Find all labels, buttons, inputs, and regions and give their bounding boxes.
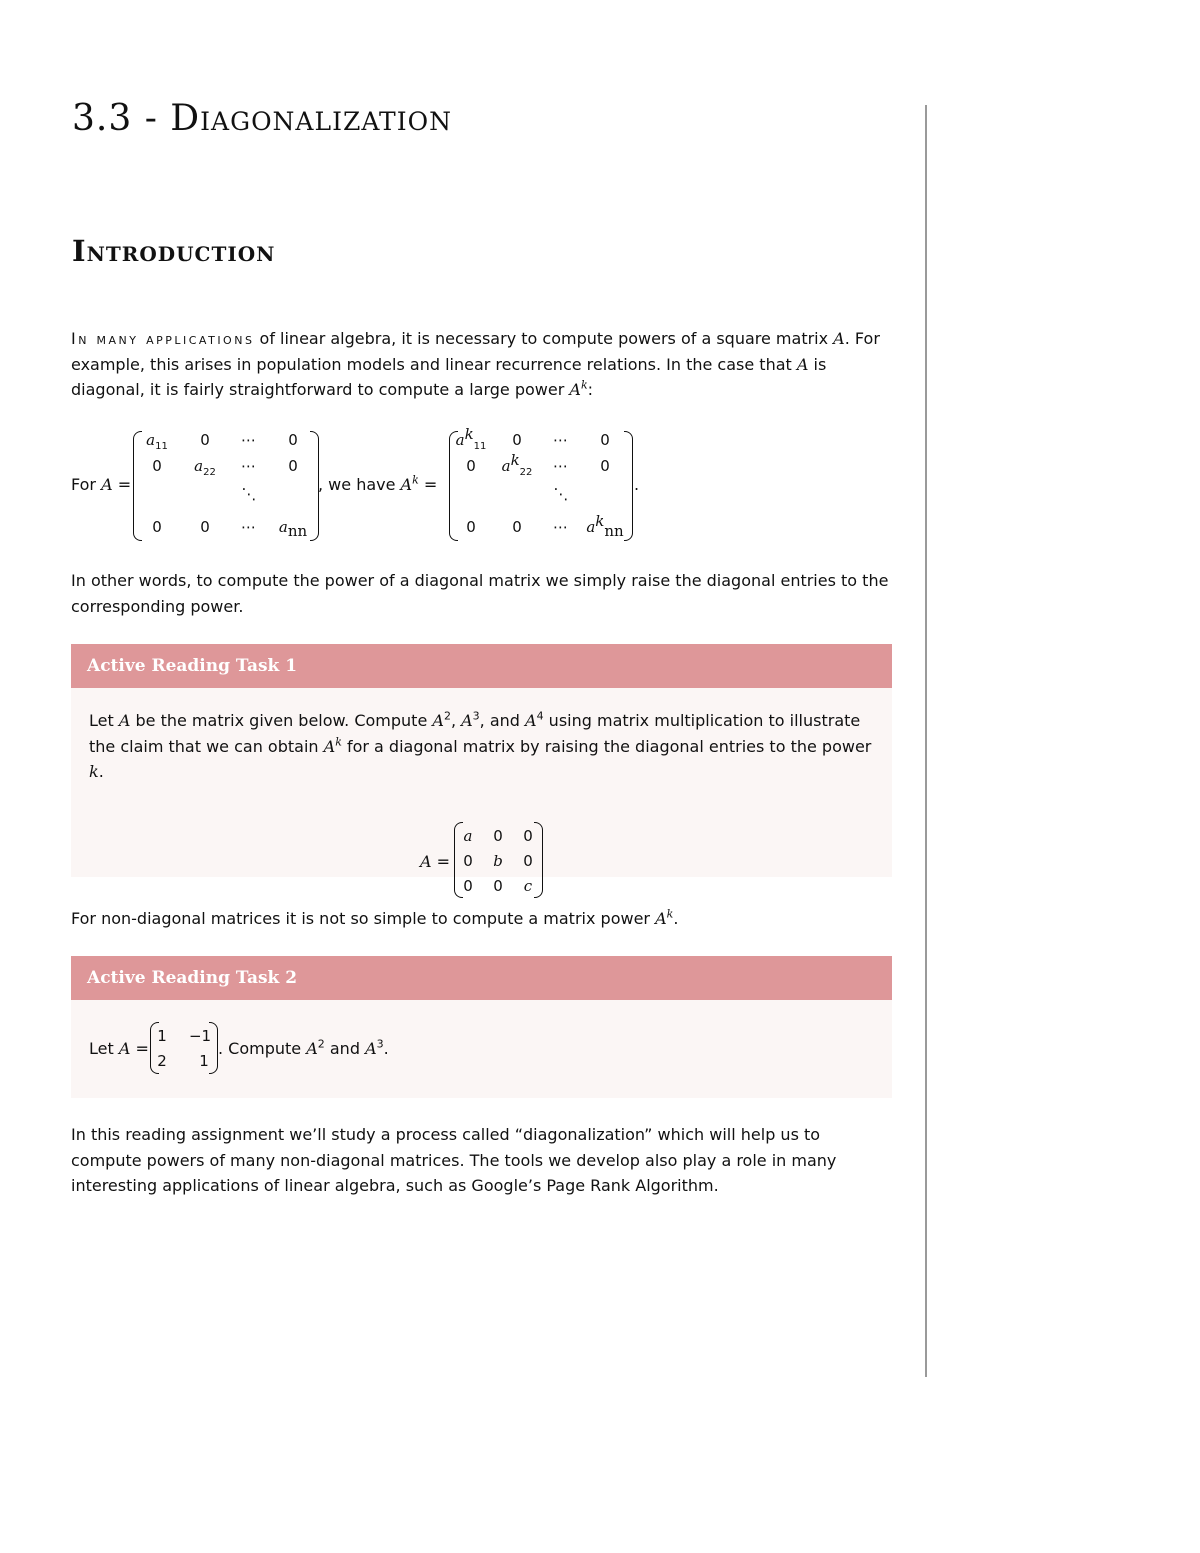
task-1-matrix: a 0 0 0 b 0 0 0 c: [454, 822, 543, 898]
non-diagonal-paragraph: For non-diagonal matrices it is not so simple to compute a matrix power $A^k$.: [71, 907, 679, 928]
matrix-a: $a_{11}$ 0 ⋯ 0 0 $a_{22}$ ⋯ 0 ⋱ 0 0 ⋯ $a_{nn}$: [133, 431, 319, 541]
task-2-matrix: 1 −1 2 1: [150, 1022, 218, 1074]
lead-in: In many applications: [71, 329, 255, 348]
task-2-title: Active Reading Task 2: [71, 956, 892, 1000]
eq-period: .: [634, 475, 640, 494]
eq-for-label: For A =: [71, 475, 132, 494]
active-reading-task-2: [71, 956, 892, 1098]
matrix-a-power-k: $a^k_{11}$ 0 ⋯ 0 0 $a^k_{22}$ ⋯ 0 ⋱ 0 0 ⋯ $a^k_{nn}$: [449, 431, 633, 541]
task-2-compute-text: . Compute $A^2$ and $A^3$.: [218, 1037, 389, 1058]
active-reading-task-1: [71, 644, 892, 895]
task-1-title: Active Reading Task 1: [71, 644, 892, 688]
task-1-text: Let A be the matrix given below. Compute $A^2$, $A^3$, and $A^4$ using matrix multiplication to illustrate the claim that we can obtain $A^k$ for a diagonal matrix by raising the diagonal entries to the power k.: [89, 709, 872, 781]
task-2-body: [71, 1000, 892, 1070]
eq-we-have-label: , we have $A^k$ =: [318, 473, 438, 494]
other-words-paragraph: In other words, to compute the power of a diagonal matrix we simply raise the diagonal entries to the corresponding power.: [71, 571, 889, 616]
task-2-let-label: Let A =: [89, 1039, 149, 1058]
intro-paragraph: In many applications of linear algebra, it is necessary to compute powers of a square matrix A. For example, this arises in population models and linear recurrence relations. In the case that A is diagonal, it is fairly straightforward to compute a large power $A^k$:: [71, 329, 880, 399]
page-title: 3.3 - Diagonalization: [72, 98, 452, 139]
margin-rule: [925, 105, 927, 1377]
closing-paragraph: In this reading assignment we’ll study a process called “diagonalization” which will help us to compute powers of many non-diagonal matrices. The tools we develop also play a role in many interesting applications of linear algebra, such as Google’s Page Rank Algorithm.: [71, 1125, 837, 1195]
task-1-matrix-label: A =: [420, 852, 451, 871]
section-heading: Introduction: [72, 234, 276, 268]
task-1-body: [71, 688, 892, 895]
